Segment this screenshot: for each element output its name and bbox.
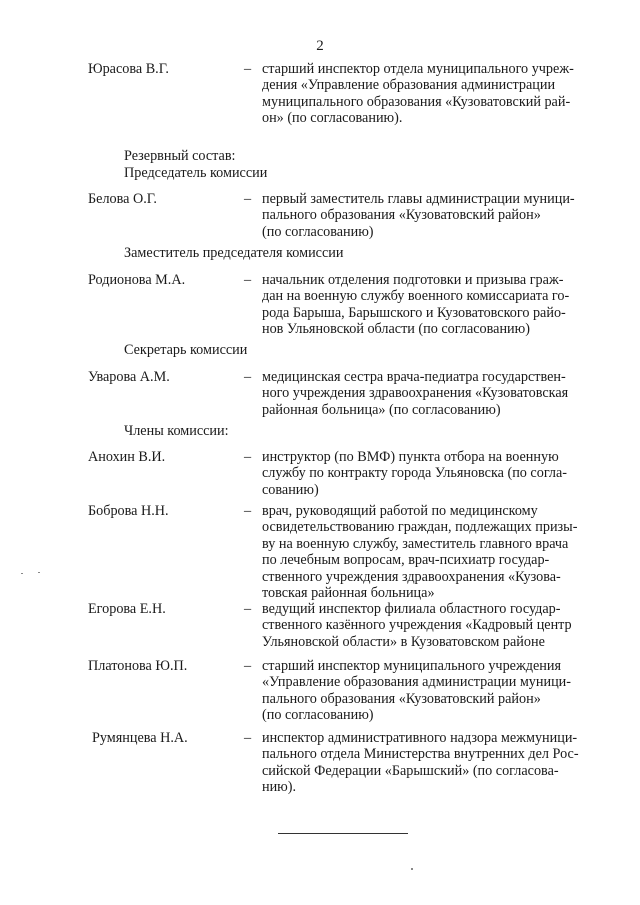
scan-speck (411, 868, 413, 870)
description-line: Ульяновской области» в Кузоватовском районе (262, 633, 545, 650)
entry-name: Белова О.Г. (88, 191, 157, 207)
chairman-heading: Председатель комиссии (124, 165, 268, 181)
entry-dash: – (244, 730, 252, 746)
description-line: освидетельствованию граждан, подлежащих призы- (262, 519, 578, 536)
description-line: муниципального образования «Кузоватовский рай- (262, 93, 571, 110)
description-line: нию). (262, 779, 297, 796)
description-line: рода Барыша, Барышского и Кузоватовского райо- (262, 304, 566, 321)
scan-speck (38, 572, 40, 573)
description-line: службу по контракту города Ульяновска (по согла- (262, 465, 568, 482)
entry-name: Уварова А.М. (88, 369, 170, 385)
entry-dash: – (244, 191, 252, 207)
members-heading: Члены комиссии: (124, 423, 229, 439)
description-line: пального образования «Кузоватовский район» (262, 690, 541, 707)
secretary-heading: Секретарь комиссии (124, 342, 248, 358)
entry-name: Анохин В.И. (88, 449, 166, 465)
entry-name: Боброва Н.Н. (88, 503, 169, 519)
description-line: ведущий инспектор филиала областного государ- (262, 601, 561, 617)
entry-description (262, 601, 602, 650)
description-line: ственного учреждения здравоохранения «Кузова- (262, 568, 561, 585)
description-line: сованию) (262, 481, 319, 498)
description-line: ву на военную службу, заместитель главного врача (262, 535, 569, 552)
description-line: медицинская сестра врача-педиатра государствен- (262, 369, 566, 385)
entry-description (262, 191, 602, 240)
entry-description (262, 658, 602, 724)
reserve-title: Резервный состав: (124, 148, 236, 164)
entry-description (262, 272, 602, 338)
entry-name: Румянцева Н.А. (92, 730, 188, 746)
entry-dash: – (244, 272, 252, 288)
closing-rule (278, 833, 408, 834)
description-line: сийской Федерации «Барышский» (по согласова- (262, 762, 559, 779)
description-line: старший инспектор отдела муниципального учреж- (262, 61, 574, 77)
entry-description (262, 449, 602, 498)
entry-name: Родионова М.А. (88, 272, 186, 288)
description-line: врач, руководящий работой по медицинскому (262, 503, 538, 519)
entry-dash: – (244, 503, 252, 519)
description-line: инструктор (по ВМФ) пункта отбора на военную (262, 449, 559, 465)
description-line: инспектор административного надзора межмуници- (262, 730, 578, 746)
entry-dash: – (244, 61, 252, 77)
description-line: по лечебным вопросам, врач-психиатр государ- (262, 552, 550, 569)
description-line: «Управление образования администрации муници- (262, 674, 571, 691)
description-line: начальник отделения подготовки и призыва граж- (262, 272, 564, 288)
deputy-heading: Заместитель председателя комиссии (124, 245, 344, 261)
description-line: дения «Управление образования администрации (262, 77, 556, 94)
description-line: он» (по согласованию). (262, 110, 403, 127)
entry-name: Юрасова В.Г. (88, 61, 169, 77)
entry-name: Егорова Е.Н. (88, 601, 166, 617)
description-line: (по согласованию) (262, 707, 374, 724)
entry-description (262, 61, 602, 127)
scan-speck (21, 573, 23, 574)
description-line: (по согласованию) (262, 223, 374, 240)
description-line: товская районная больница» (262, 585, 435, 602)
entry-description (262, 730, 602, 796)
entry-name: Платонова Ю.П. (88, 658, 188, 674)
description-line: пального отдела Министерства внутренних дел Рос- (262, 746, 579, 763)
entry-dash: – (244, 658, 252, 674)
description-line: нов Ульяновской области (по согласованию) (262, 321, 530, 338)
description-line: районная больница» (по согласованию) (262, 401, 501, 418)
description-line: первый заместитель главы администрации муници- (262, 191, 575, 207)
description-line: пального образования «Кузоватовский район» (262, 207, 541, 224)
description-line: ственного казённого учреждения «Кадровый центр (262, 617, 572, 634)
entry-dash: – (244, 449, 252, 465)
entry-description (262, 369, 602, 418)
description-line: старший инспектор муниципального учреждения (262, 658, 561, 674)
entry-dash: – (244, 369, 252, 385)
entry-dash: – (244, 601, 252, 617)
description-line: дан на военную службу военного комиссариата го- (262, 288, 570, 305)
entry-description (262, 503, 602, 601)
page-number: 2 (316, 38, 324, 54)
description-line: ного учреждения здравоохранения «Кузоватовская (262, 385, 569, 402)
